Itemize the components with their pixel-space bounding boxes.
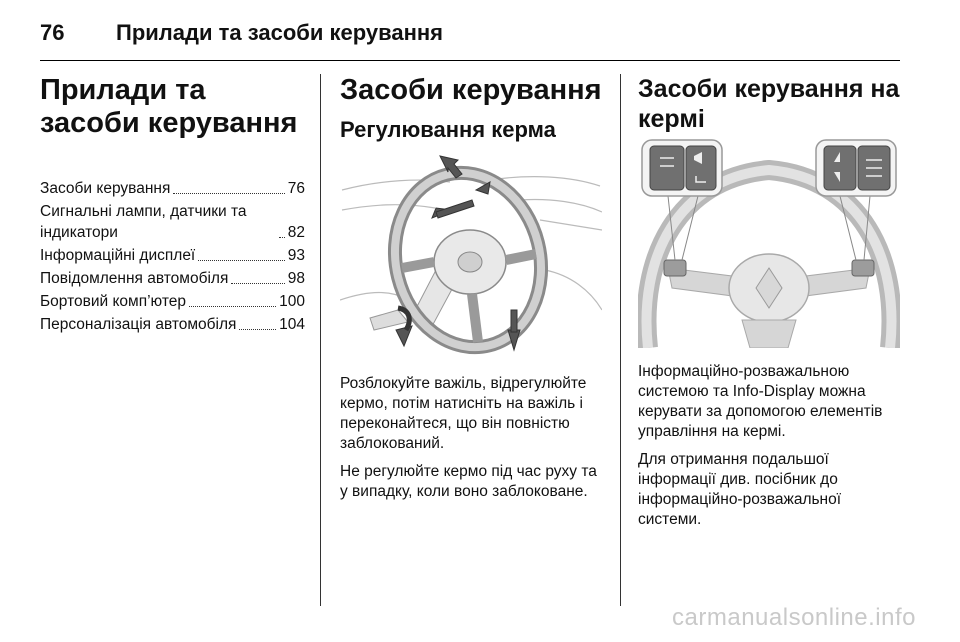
header-rule [40, 60, 900, 61]
body-paragraph: Не регулюйте кермо під час руху та у випадку, коли воно заблоковане. [340, 463, 597, 500]
column-divider [620, 74, 621, 606]
toc-entry[interactable] [40, 314, 305, 335]
page-number: 76 [40, 20, 65, 45]
section-title: Засоби керування [340, 74, 602, 106]
body-paragraph: Розблокуйте важіль, відрегулюйте кермо, потім натисніть на важіль і переконайтеся, що він повністю заблокований. [340, 375, 587, 452]
toc-entry[interactable] [40, 245, 305, 266]
toc-entry-text: Персоналізація автомобіля [40, 316, 237, 333]
steering-adjustment-illustration [340, 150, 602, 362]
toc-entry-text: Інформаційні дисплеї [40, 247, 196, 264]
toc-entry-page: 93 [287, 247, 305, 264]
section-subtitle: Регулювання керма [340, 117, 556, 142]
toc-leader [279, 237, 285, 238]
section-body [340, 374, 608, 510]
toc-entry-page: 98 [287, 270, 305, 287]
steering-wheel-controls-illustration [638, 138, 900, 348]
toc-entry-page: 104 [279, 316, 305, 333]
toc-entry-text: Повідомлення автомобіля [40, 270, 229, 287]
body-paragraph: Для отримання подальшої інформації див. посібник до інформаційно-розважальної системи. [638, 451, 842, 528]
toc-entry[interactable] [40, 291, 305, 312]
toc-leader [189, 306, 276, 307]
toc-entry[interactable] [40, 268, 305, 289]
section-body [638, 362, 906, 538]
toc-leader [231, 283, 284, 284]
toc-entry-text: Сигнальні лампи, датчики та індикатори [40, 203, 247, 241]
toc-title: Прилади та засоби керування [40, 74, 298, 139]
toc-entry[interactable] [40, 178, 305, 199]
toc-leader [239, 329, 276, 330]
toc-list [40, 178, 305, 337]
toc-entry-page: 82 [287, 224, 305, 241]
toc-entry-page: 100 [279, 293, 305, 310]
section-title: Засоби керування на кермі [638, 75, 900, 133]
body-paragraph: Інформаційно-розважальною системою та Info-Display можна керувати за допомогою елементів управління на кермі. [638, 363, 883, 440]
toc-entry[interactable] [40, 201, 305, 243]
column-divider [320, 74, 321, 606]
toc-entry-text: Бортовий комп’ютер [40, 293, 186, 310]
watermark-text: carmanualsonline.info [672, 604, 916, 631]
toc-entry-page: 76 [287, 180, 305, 197]
toc-entry-text: Засоби керування [40, 180, 171, 197]
running-header: Прилади та засоби керування [116, 20, 444, 45]
toc-leader [198, 260, 285, 261]
toc-leader [173, 193, 284, 194]
